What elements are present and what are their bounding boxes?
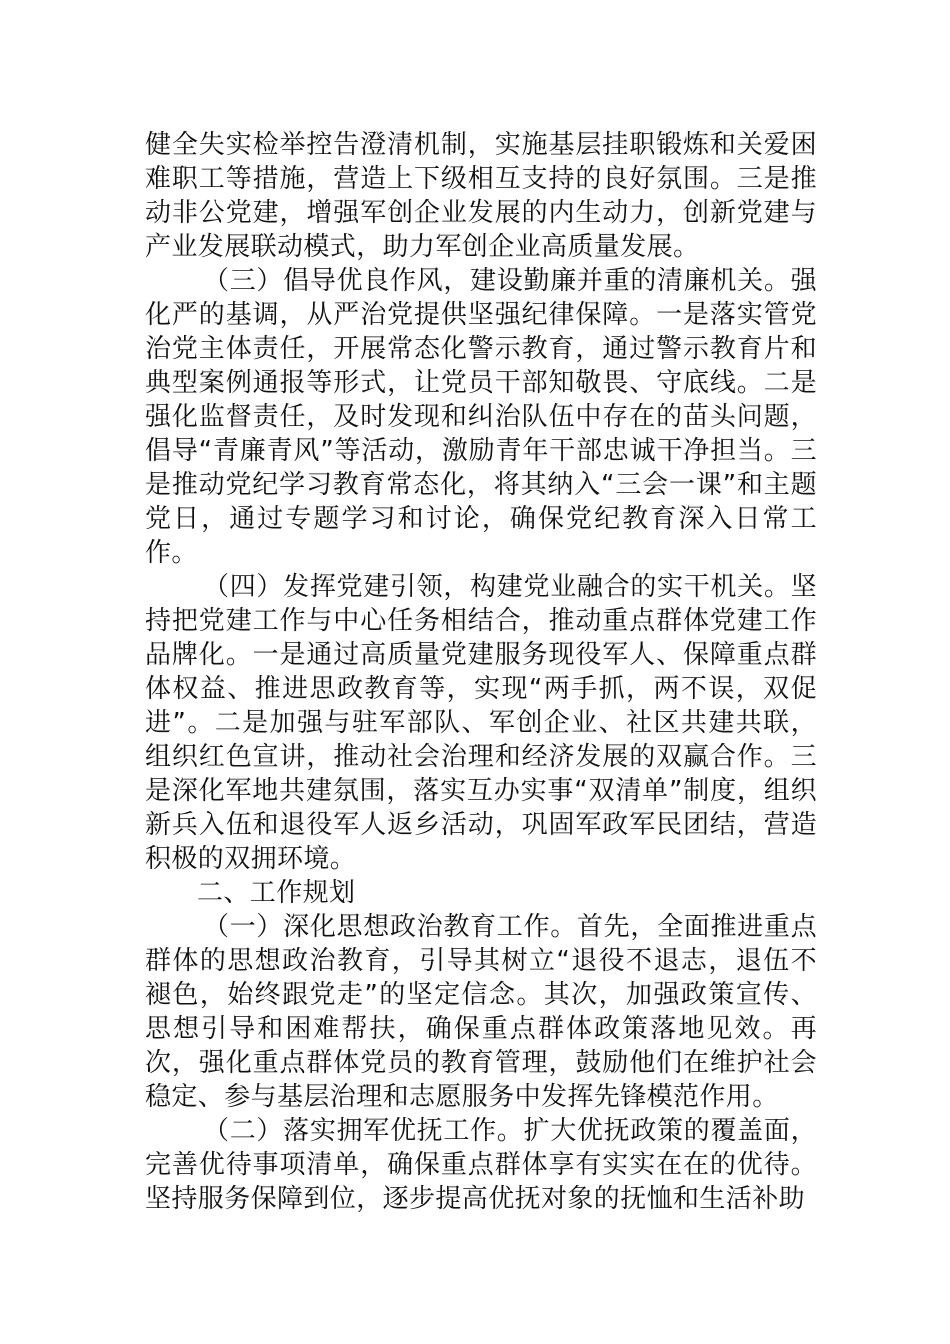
- paragraph-plan-one: （一）深化思想政治教育工作。首先，全面推进重点群体的思想政治教育，引导其树立“退役不退志，退伍不褪色，始终跟党走”的坚定信念。其次，加强政策宣传、思想引导和困难帮扶，确保重点群体政策落地见效。再次，强化重点群体党员的教育管理，鼓励他们在维护社会稳定、参与基层治理和志愿服务中发挥先锋模范作用。: [145, 912, 817, 1112]
- paragraph-continuation: 健全失实检举控告澄清机制，实施基层挂职锻炼和关爱困难职工等措施，营造上下级相互支持的良好氛围。三是推动非公党建，增强军创企业发展的内生动力，创新党建与产业发展联动模式，助力军创企业高质量发展。: [145, 130, 817, 262]
- section-heading-work-plan: 二、工作规划: [197, 878, 356, 908]
- document-body: [145, 128, 817, 1216]
- paragraph-section-four: （四）发挥党建引领，构建党业融合的实干机关。坚持把党建工作与中心任务相结合，推动重点群体党建工作品牌化。一是通过高质量党建服务现役军人、保障重点群体权益、推进思政教育等，实现“两手抓，两不误，双促进”。二是加强与驻军部队、军创企业、社区共建共联，组织红色宣讲，推动社会治理和经济发展的双赢合作。三是深化军地共建氛围，落实互办实事“双清单”制度，组织新兵入伍和退役军人返乡活动，巩固军政军民团结，营造积极的双拥环境。: [145, 572, 817, 874]
- paragraph-section-three: （三）倡导优良作风，建设勤廉并重的清廉机关。强化严的基调，从严治党提供坚强纪律保障。一是落实管党治党主体责任，开展常态化警示教育，通过警示教育片和典型案例通报等形式，让党员干部知敬畏、守底线。二是强化监督责任，及时发现和纠治队伍中存在的苗头问题，倡导“青廉青风”等活动，激励青年干部忠诚干净担当。三是推动党纪学习教育常态化，将其纳入“三会一课”和主题党日，通过专题学习和讨论，确保党纪教育深入日常工作。: [145, 266, 817, 568]
- paragraph-plan-two: （二）落实拥军优抚工作。扩大优抚政策的覆盖面，完善优待事项清单，确保重点群体享有实实在在的优待。坚持服务保障到位，逐步提高优抚对象的抚恤和生活补助: [145, 1116, 817, 1214]
